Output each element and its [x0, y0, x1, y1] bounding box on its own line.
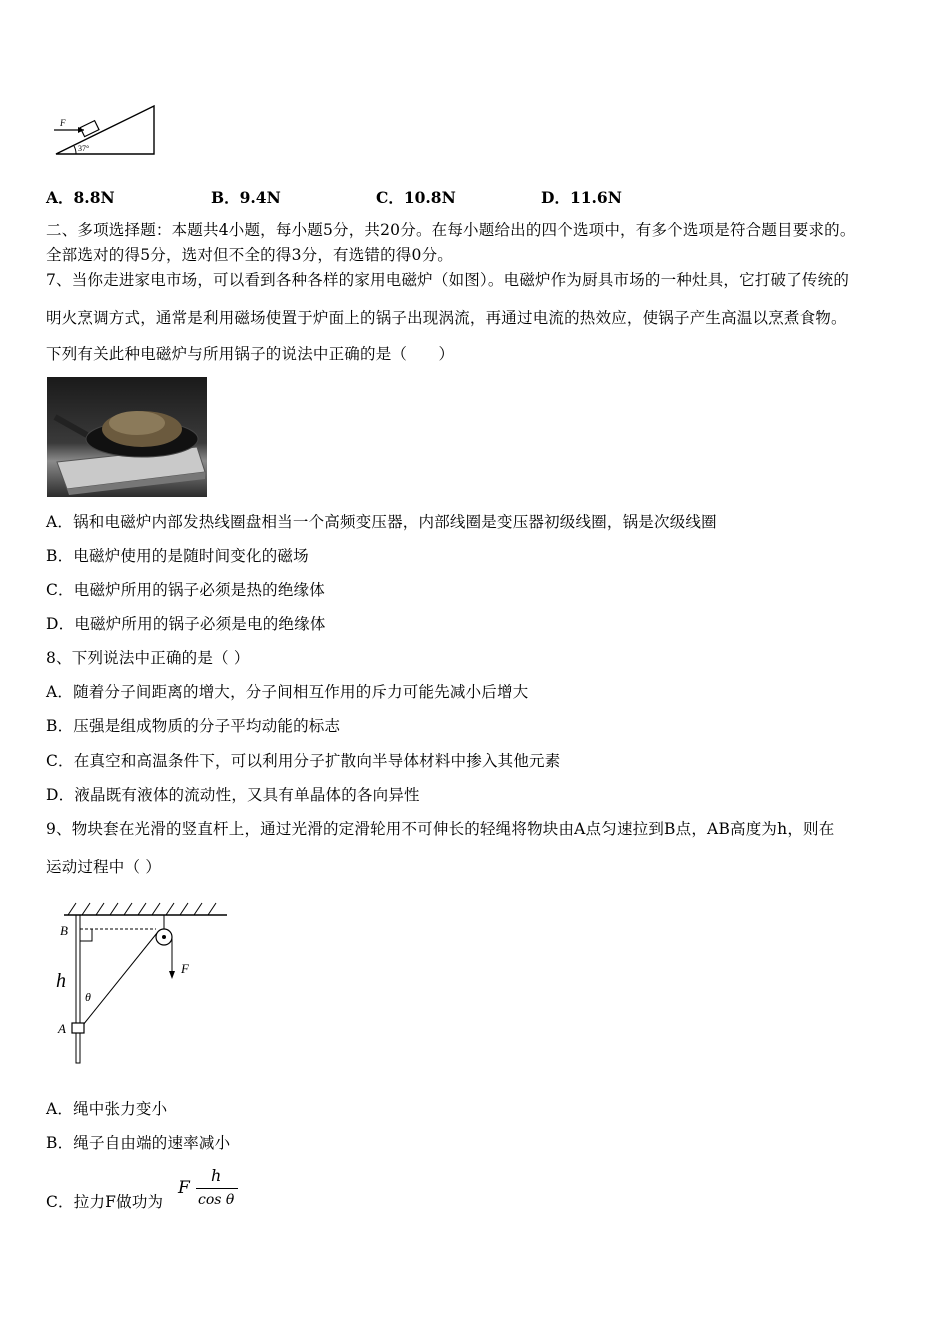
fraction-bar — [196, 1188, 238, 1189]
incline-figure — [50, 100, 160, 160]
q8-stem: 8、下列说法中正确的是（ ） — [46, 649, 250, 667]
formula-numerator: h — [211, 1166, 222, 1185]
q8-option-a[interactable]: A．随着分子间距离的增大，分子间相互作用的斥力可能先减小后增大 — [46, 683, 529, 701]
q7-option-d[interactable]: D．电磁炉所用的锅子必须是电的绝缘体 — [46, 615, 326, 633]
work-formula — [178, 1166, 248, 1214]
q7-stem-line3: 下列有关此种电磁炉与所用锅子的说法中正确的是（ ） — [46, 345, 455, 363]
section2-heading-line2: 全部选对的得5分，选对但不全的得3分，有选错的得0分。 — [46, 246, 453, 264]
formula-f: F — [178, 1178, 190, 1198]
pulley-figure — [52, 895, 237, 1065]
force-label: F — [60, 118, 66, 128]
induction-cooker-photo — [47, 377, 207, 497]
q7-stem-line2: 明火烹调方式，通常是利用磁场使置于炉面上的锅子出现涡流，再通过电流的热效应，使锅子产生高温以烹煮食物。 — [46, 309, 847, 327]
q6-option-b[interactable]: B．9.4N — [211, 188, 281, 207]
label-f: F — [181, 961, 189, 976]
q7-option-c[interactable]: C．电磁炉所用的锅子必须是热的绝缘体 — [46, 581, 325, 599]
q7-stem-line1: 7、当你走进家电市场，可以看到各种各样的家用电磁炉（如图）。电磁炉作为厨具市场的一种灶具，它打破了传统的 — [46, 271, 850, 289]
angle-label: 37° — [78, 144, 90, 153]
q7-option-a[interactable]: A．锅和电磁炉内部发热线圈盘相当一个高频变压器，内部线圈是变压器初级线圈，锅是次级线圈 — [46, 513, 717, 531]
label-h: h — [56, 970, 66, 992]
label-theta: θ — [85, 990, 91, 1004]
label-b: B — [60, 923, 68, 938]
q9-option-c[interactable]: C．拉力F做功为 — [46, 1193, 164, 1211]
label-a: A — [58, 1021, 66, 1036]
q6-option-a[interactable]: A．8.8N — [46, 188, 115, 207]
section2-heading-line1: 二、多项选择题：本题共4小题，每小题5分，共20分。在每小题给出的四个选项中，有多个选项是符合题目要求的。 — [46, 221, 856, 239]
q9-option-a[interactable]: A．绳中张力变小 — [46, 1100, 168, 1118]
formula-denominator: cos θ — [198, 1192, 235, 1208]
q7-option-b[interactable]: B．电磁炉使用的是随时间变化的磁场 — [46, 547, 309, 565]
q6-option-d[interactable]: D．11.6N — [541, 188, 622, 207]
q9-stem-line2: 运动过程中（ ） — [46, 858, 162, 876]
q9-option-b[interactable]: B．绳子自由端的速率减小 — [46, 1134, 231, 1152]
q9-stem-line1: 9、物块套在光滑的竖直杆上，通过光滑的定滑轮用不可伸长的轻绳将物块由A点匀速拉到B点，AB高度为h，则在 — [46, 820, 835, 838]
q8-option-d[interactable]: D．液晶既有液体的流动性，又具有单晶体的各向异性 — [46, 786, 420, 804]
q6-option-c[interactable]: C．10.8N — [376, 188, 456, 207]
q8-option-b[interactable]: B．压强是组成物质的分子平均动能的标志 — [46, 717, 341, 735]
q8-option-c[interactable]: C．在真空和高温条件下，可以利用分子扩散向半导体材料中掺入其他元素 — [46, 752, 561, 770]
